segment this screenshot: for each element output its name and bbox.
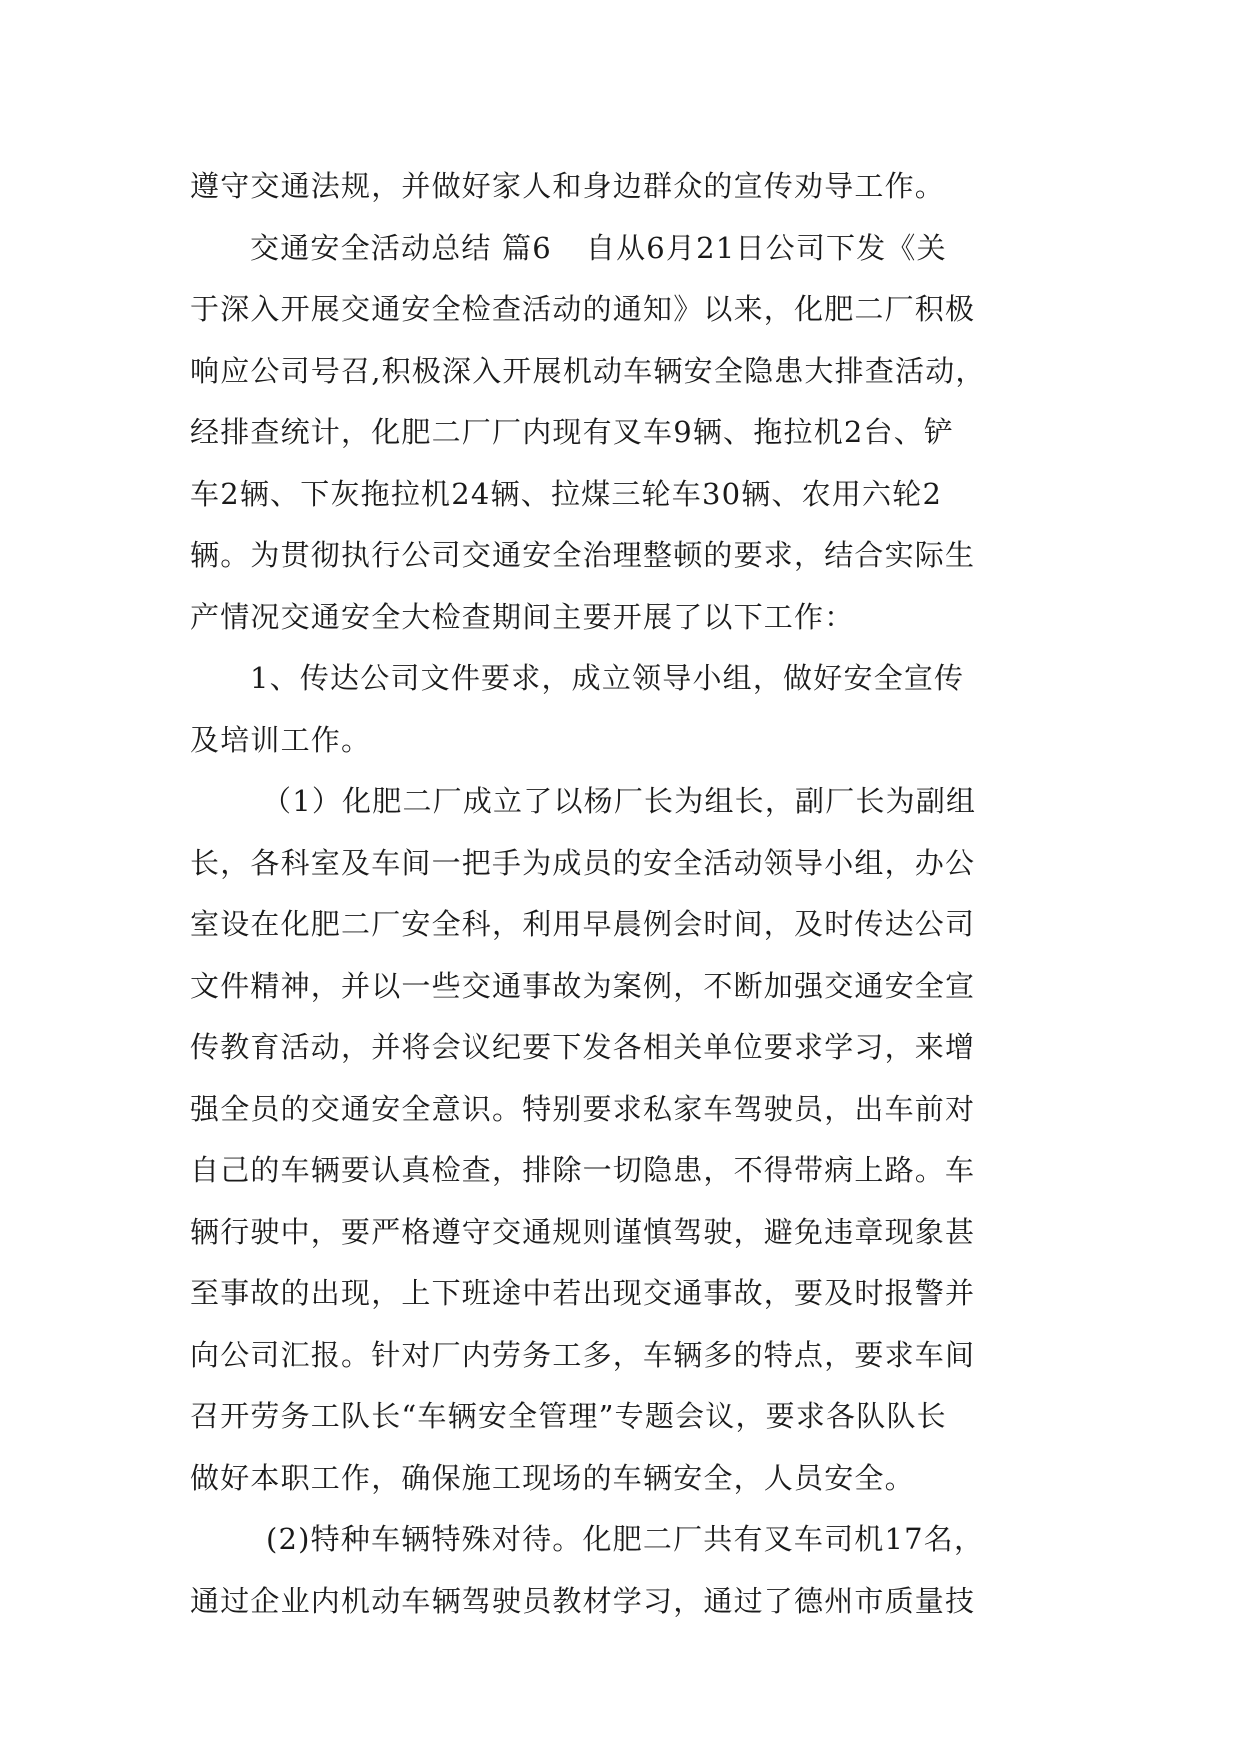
text-line: 辆行驶中，要严格遵守交通规则谨慎驾驶，避免违章现象甚 bbox=[190, 1214, 976, 1249]
section-heading-line bbox=[190, 218, 1050, 280]
text-line: 自己的车辆要认真检查，排除一切隐患，不得带病上路。车 bbox=[190, 1153, 976, 1187]
text-line: 及培训工作。 bbox=[190, 722, 372, 757]
text-line: 产情况交通安全大检查期间主要开展了以下工作： bbox=[190, 599, 855, 634]
list-item-line: 1、传达公司文件要求，成立领导小组，做好安全宣传 bbox=[250, 661, 965, 695]
text-line: 文件精神，并以一些交通事故为案例，不断加强交通安全宣 bbox=[190, 968, 976, 1003]
text-line: 做好本职工作，确保施工现场的车辆安全，人员安全。 bbox=[190, 1460, 915, 1495]
text-line: 至事故的出现，上下班途中若出现交通事故，要及时报警并 bbox=[190, 1276, 976, 1310]
text-line: 辆。为贯彻执行公司交通安全治理整顿的要求，结合实际生 bbox=[190, 538, 976, 572]
sub-item-line: (2)特种车辆特殊对待。化肥二厂共有叉车司机17名， bbox=[266, 1522, 985, 1556]
text-line: 向公司汇报。针对厂内劳务工多，车辆多的特点，要求车间 bbox=[190, 1337, 976, 1372]
text-line: 响应公司号召,积极深入开展机动车辆安全隐患大排查活动， bbox=[190, 353, 986, 388]
document-body bbox=[190, 156, 1050, 1632]
text-line: 遵守交通法规，并做好家人和身边群众的宣传劝导工作。 bbox=[190, 169, 946, 203]
text-line: 召开劳务工队长“车辆安全管理”专题会议，要求各队队长 bbox=[190, 1399, 947, 1433]
text-line: 长，各科室及车间一把手为成员的安全活动领导小组，办公 bbox=[190, 845, 976, 880]
text-line: 强全员的交通安全意识。特别要求私家车驾驶员，出车前对 bbox=[190, 1091, 976, 1126]
text-line: 通过企业内机动车辆驾驶员教材学习，通过了德州市质量技 bbox=[190, 1583, 976, 1618]
text-line: 室设在化肥二厂安全科，利用早晨例会时间，及时传达公司 bbox=[190, 907, 976, 941]
text-line: 车2辆、下灰拖拉机24辆、拉煤三轮车30辆、农用六轮2 bbox=[190, 476, 943, 511]
text-line: 于深入开展交通安全检查活动的通知》以来，化肥二厂积极 bbox=[190, 292, 976, 326]
section-heading: 交通安全活动总结 篇6 bbox=[250, 230, 552, 265]
sub-item-line: （1）化肥二厂成立了以杨厂长为组长，副厂长为副组 bbox=[262, 784, 977, 818]
text-line: 经排查统计，化肥二厂厂内现有叉车9辆、拖拉机2台、铲 bbox=[190, 415, 955, 449]
text-line: 自从6月21日公司下发《关 bbox=[585, 230, 947, 265]
text-line: 传教育活动，并将会议纪要下发各相关单位要求学习，来增 bbox=[190, 1030, 976, 1064]
